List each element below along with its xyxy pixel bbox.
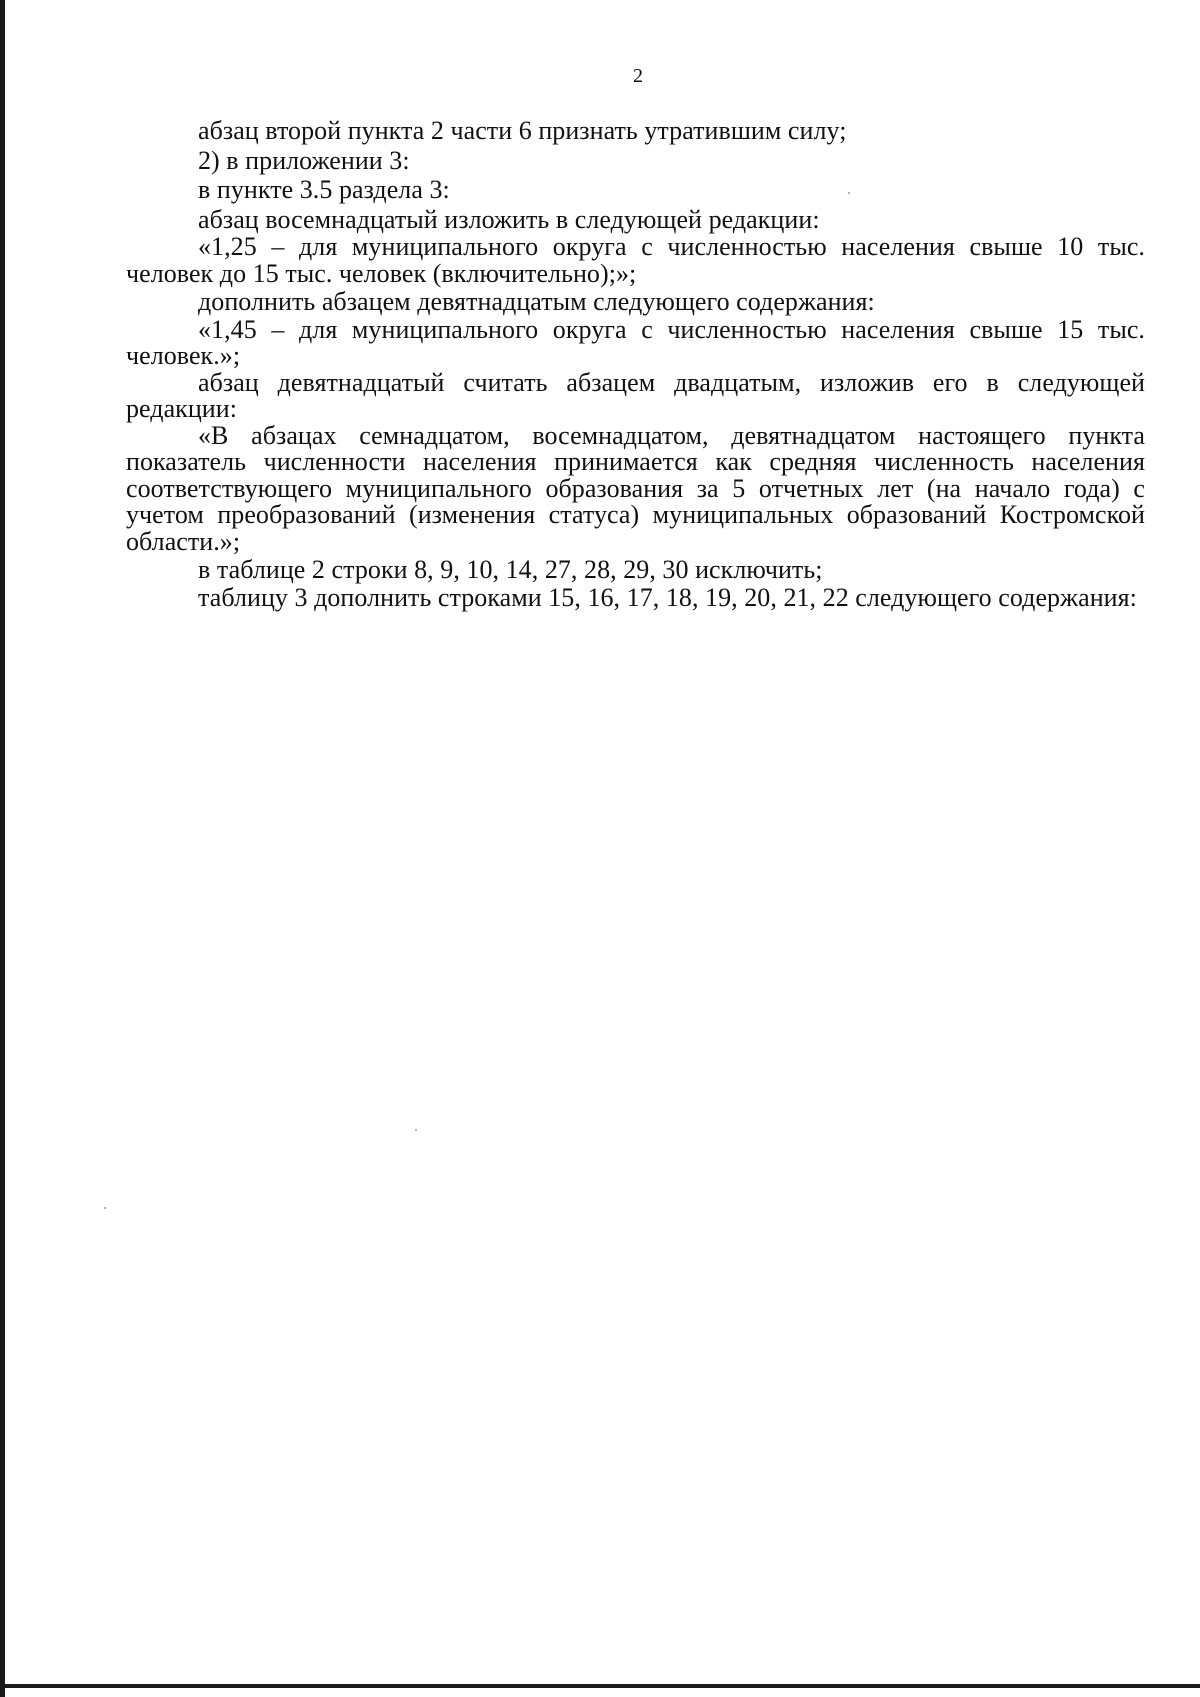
paragraph-5: «1,25 – для муниципального округа с численностью населения свыше 10 тыс. человек до 15 тыс. человек (включительно);»; xyxy=(126,232,1145,288)
document-body xyxy=(126,116,1145,611)
scan-speck xyxy=(415,1129,417,1131)
scan-speck xyxy=(104,1207,106,1209)
paragraph-7: «1,45 – для муниципального округа с численностью населения свыше 15 тыс. человек.»; xyxy=(126,314,1145,370)
page-number: 2 xyxy=(633,65,643,87)
paragraph-3: в пункте 3.5 раздела 3: xyxy=(198,175,450,204)
scan-speck xyxy=(848,192,850,194)
paragraph-8: абзац девятнадцатый считать абзацем двадцатым, изложив его в следующей редакции: xyxy=(126,367,1145,423)
scan-edge-bottom xyxy=(0,1684,1200,1688)
paragraph-11: таблицу 3 дополнить строками 15, 16, 17, 18, 19, 20, 21, 22 следующего содержания: xyxy=(198,582,1137,612)
paragraph-6: дополнить абзацем девятнадцатым следующего содержания: xyxy=(198,287,875,316)
paragraph-9: «В абзацах семнадцатом, восемнадцатом, девятнадцатом настоящего пункта показатель численности населения принимается как средняя численность населения соответствующего муниципального образования за 5 отчетных лет (на начало года) с учетом преобразований (изменения статуса) муниципальных образований Костромской области.»; xyxy=(126,420,1145,556)
paragraph-10: в таблице 2 строки 8, 9, 10, 14, 27, 28, 29, 30 исключить; xyxy=(198,555,823,584)
paragraph-2: 2) в приложении 3: xyxy=(198,145,410,175)
paragraph-4: абзац восемнадцатый изложить в следующей редакции: xyxy=(198,204,820,234)
scan-edge-left xyxy=(0,0,5,1697)
paragraph-1: абзац второй пункта 2 части 6 признать утратившим силу; xyxy=(198,116,847,145)
